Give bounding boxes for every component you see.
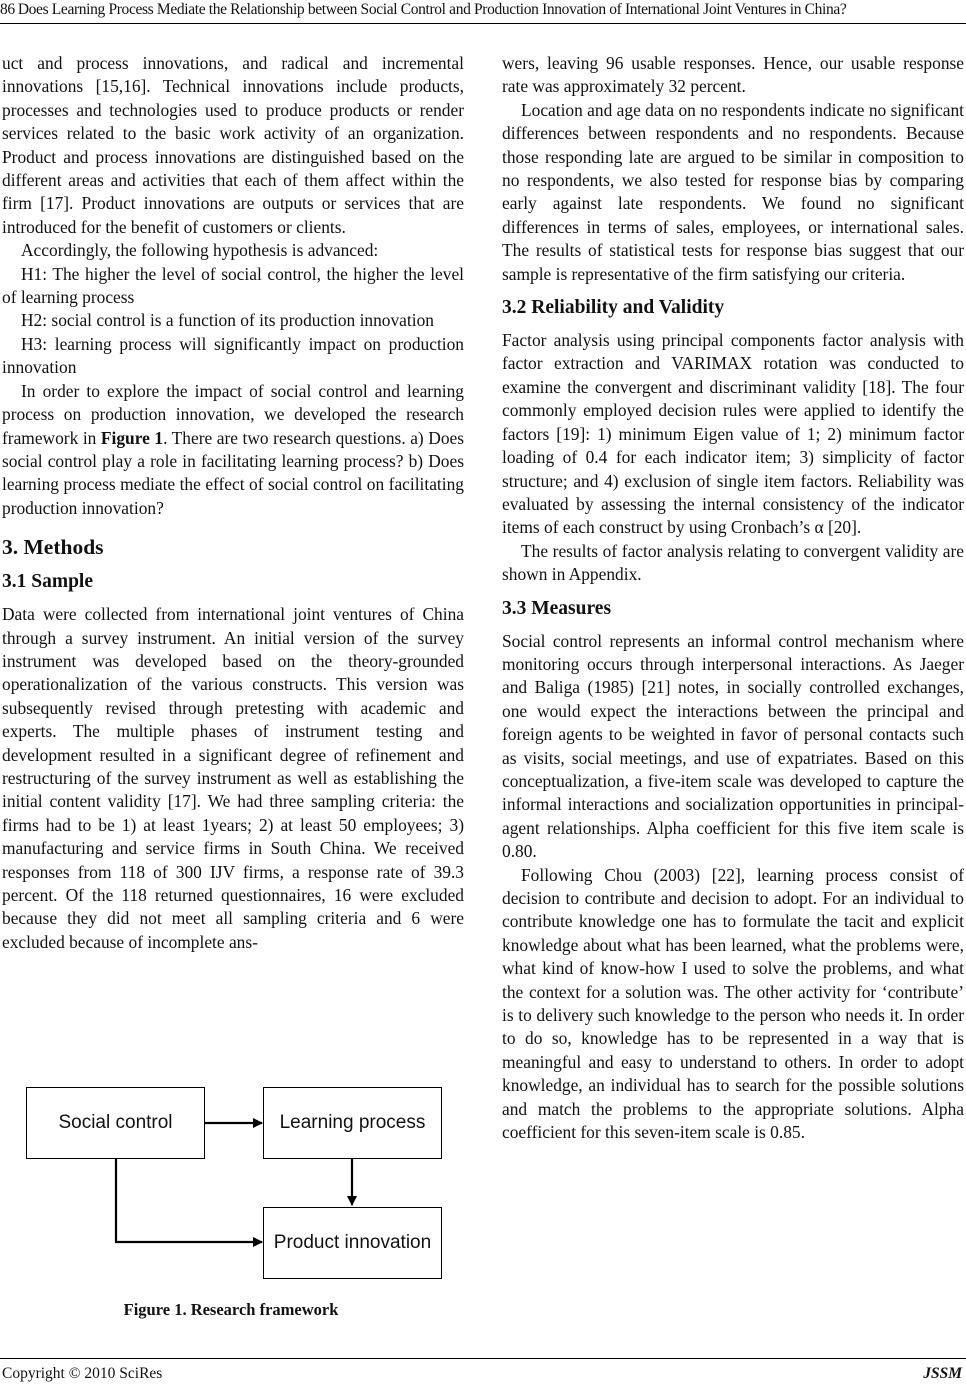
journal-name: JSSM xyxy=(923,1365,962,1382)
paragraph: uct and process innovations, and radical and incremental innovations [15,16]. Technical innovations include products, processes and technologies used to produce products or render services related to the basic work activity of an organization. Product and process innovations are distinguished based on the different areas and activities that each of them affect within the firm [17]. Product innovations are outputs or services that are introduced for the benefit of customers or clients. xyxy=(2,53,464,237)
left-column xyxy=(2,52,464,954)
paragraph xyxy=(2,380,464,520)
figure-caption: Figure 1. Research framework xyxy=(123,1300,339,1319)
running-title: Does Learning Process Mediate the Relationship between Social Control and Production Innovation of International Joint Ventures in China? xyxy=(17,1,847,18)
paragraph: The results of factor analysis relating to convergent validity are shown in Appendix. xyxy=(502,540,964,585)
section-heading: 3. Methods xyxy=(2,535,104,560)
paragraph: Factor analysis using principal components factor analysis with factor extraction and VARIMAX rotation was conducted to examine the convergent and discriminant validity [18]. The four commonly employed decision rules were applied to identify the factors [19]: 1) minimum Eigen value of 1; 2) minimum factor loading of 0.4 for each indicator item; 3) simplicity of factor structure; and 4) exclusion of single item factors. Reliability was evaluated by assessing the internal consistency of the indicator items of each construct by using Cronbach’s α [20]. xyxy=(502,330,964,538)
right-column xyxy=(502,52,964,1144)
subsection-heading: 3.1 Sample xyxy=(2,571,94,593)
learning-process-box: Learning process xyxy=(263,1087,442,1159)
paragraph: Social control represents an informal control mechanism where monitoring occurs through interpersonal interactions. As Jaeger and Baliga (1985) [21] notes, in socially controlled exchanges, one would expect the interactions between the principal and foreign agents to be weighted in favor of personal contacts such as visits, social meetings, and use of expatriates. Based on this conceptualization, a five-item scale was developed to capture the informal interactions and socialization opportunities in principal-agent relationships. Alpha coefficient for this five item scale is 0.80. xyxy=(502,630,964,862)
hypothesis-1: H1: The higher the level of social control, the higher the level of learning process xyxy=(2,263,464,308)
arrow-social-to-product xyxy=(116,1159,262,1242)
footer-rule xyxy=(0,1358,966,1359)
paragraph: Following Chou (2003) [22], learning process consist of decision to contribute and decision to adopt. For an individual to contribute knowledge one has to formulate the tacit and explicit knowledge about what has been learned, what the problems were, what kind of know-how I used to solve the problems, and what the context for a solution was. The other activity for ‘contribute’ is to delivery such knowledge to the person who needs it. In order to do so, knowledge has to be represented in a way that is meaningful and easy to understand to others. In order to adopt knowledge, an individual has to search for the possible solutions and match the problems to the appropriate solutions. Alpha coefficient for this seven-item scale is 0.85. xyxy=(502,864,964,1143)
paragraph: Location and age data on no respondents indicate no significant differences between respondents and no respondents. Because those responding late are argued to be similar in composition to no respondents, we also tested for response bias by comparing early against late respondents. We found no significant differences in terms of sales, employees, or international sales. The results of statistical tests for response bias suggest that our sample is representative of the firm satisfying our criteria. xyxy=(502,99,964,284)
paragraph: Data were collected from international joint ventures of China through a survey instrument. An initial version of the survey instrument was developed based on the theory-grounded operationalization of the various constructs. This version was subsequently revised through pretesting with academic and experts. The multiple phases of instrument testing and development resulted in a significant degree of refinement and restructuring of the survey instrument as well as establishing the initial content validity [17]. We had three sampling criteria: the firms had to be 1) at least 1years; 2) at least 50 employees; 3) manufacturing and service firms in South China. We received responses from 118 of 300 IJV firms, a response rate of 39.3 percent. Of the 118 returned questionnaires, 16 were excluded because they did not meet all sampling criteria and 6 were excluded because of incomplete ans- xyxy=(2,604,464,952)
paragraph: Accordingly, the following hypothesis is advanced: xyxy=(21,240,379,261)
hypothesis-2: H2: social control is a function of its production innovation xyxy=(21,310,434,331)
paragraph: wers, leaving 96 usable responses. Hence, our usable response rate was approximately 32 percent. xyxy=(502,53,964,97)
subsection-heading: 3.3 Measures xyxy=(502,597,612,619)
hypothesis-3: H3: learning process will significantly impact on production innovation xyxy=(2,333,464,378)
figure-reference: Figure 1 xyxy=(100,427,164,448)
text-run: . There are two research questions. a) Does social control play a role in facilitating learning process? b) Does learning process mediate the effect of social control on facilitating production innovation? xyxy=(2,427,464,518)
running-header xyxy=(0,0,966,24)
subsection-heading: 3.2 Reliability and Validity xyxy=(502,297,725,319)
social-control-box: Social control xyxy=(26,1087,205,1159)
page-number: 86 xyxy=(0,1,15,18)
header-rule xyxy=(0,23,966,24)
text-run: In order to explore the impact of social control and learning process on production innovation, we developed the research framework in xyxy=(2,380,464,448)
product-innovation-box: Product innovation xyxy=(263,1207,442,1279)
copyright: Copyright © 2010 SciRes xyxy=(2,1365,163,1382)
